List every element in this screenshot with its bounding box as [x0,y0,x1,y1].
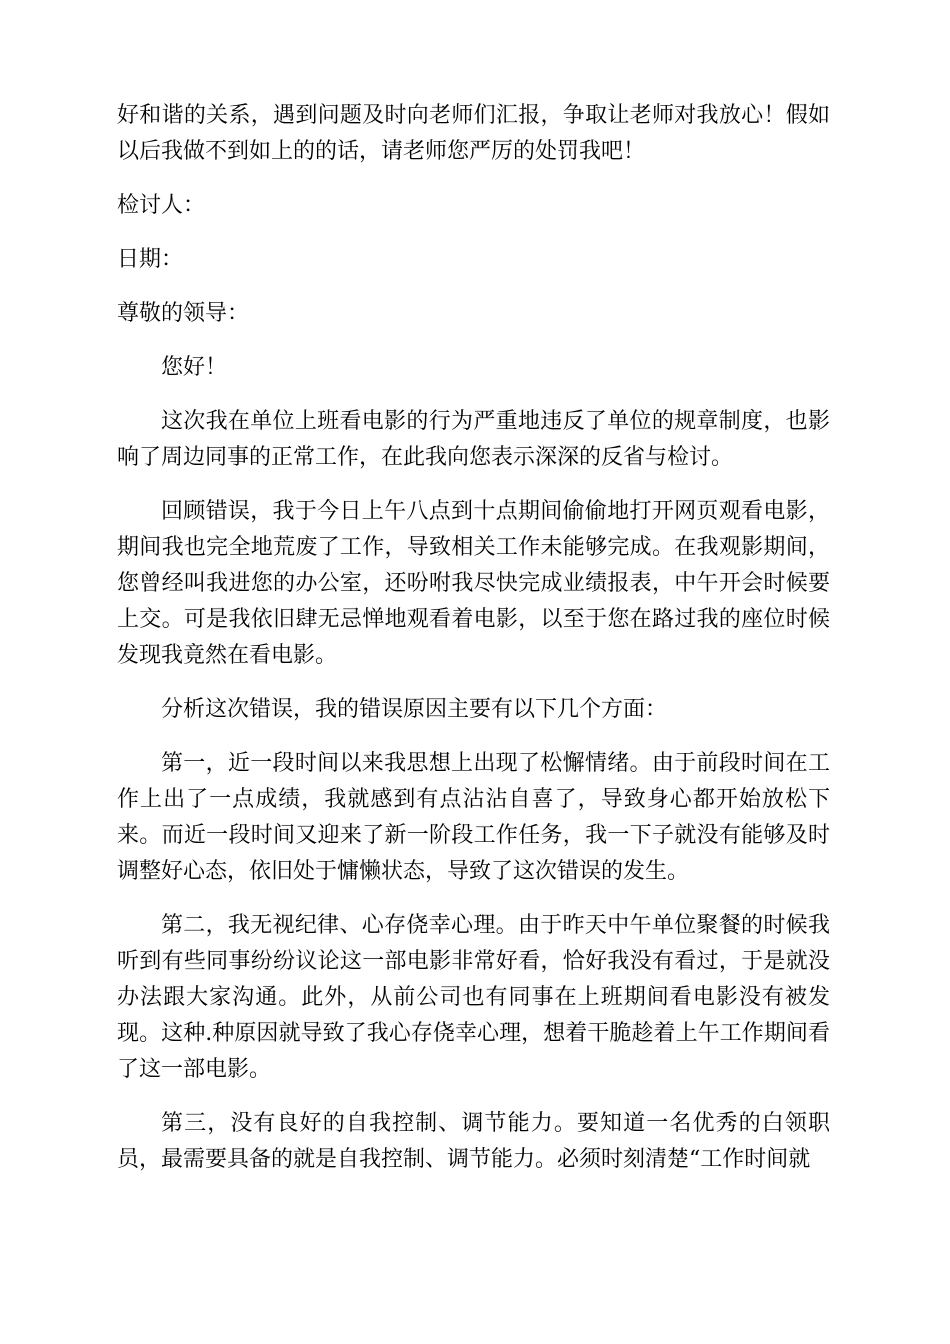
paragraph-closing-promise: 好和谐的关系，遇到问题及时向老师们汇报，争取让老师对我放心！假如以后我做不到如上的的话，请老师您严厉的处罚我吧！ [117,103,830,164]
paragraph-analysis-lead: 分析这次错误，我的错误原因主要有以下几个方面： [161,697,668,722]
paragraph-reason-one: 第一，近一段时间以来我思想上出现了松懈情绪。由于前段时间在工作上出了一点成绩，我就感到有点沾沾自喜了，导致身心都开始放松下来。而近一段时间又迎来了新一阶段工作任务，我一下子就没有能够及时调整好心态，依旧处于慵懒状态，导致了这次错误的发生。 [117,751,830,884]
paragraph-review: 回顾错误，我于今日上午八点到十点期间偷偷地打开网页观看电影，期间我也完全地荒废了工作，导致相关工作未能够完成。在我观影期间，您曾经叫我进您的办公室，还吩咐我尽快完成业绩报表，中午开会时候要上交。可是我依旧肆无忌惮地观看着电影，以至于您在路过我的座位时候发现我竟然在看电影。 [117,499,830,668]
greeting: 您好！ [161,355,228,380]
date-line: 日期： [117,247,184,272]
signature-line: 检讨人： [117,193,206,218]
salutation: 尊敬的领导： [117,301,250,326]
paragraph-intro: 这次我在单位上班看电影的行为严重地违反了单位的规章制度，也影响了周边同事的正常工作，在此我向您表示深深的反省与检讨。 [117,409,830,470]
paragraph-reason-three: 第三，没有良好的自我控制、调节能力。要知道一名优秀的白领职员，最需要具备的就是自我控制、调节能力。必须时刻清楚“工作时间就 [117,1111,830,1172]
paragraph-reason-two: 第二，我无视纪律、心存侥幸心理。由于昨天中午单位聚餐的时候我听到有些同事纷纷议论这一部电影非常好看，恰好我没有看过，于是就没办法跟大家沟通。此外，从前公司也有同事在上班期间看电影没有被发现。这种.种原因就导致了我心存侥幸心理，想着干脆趁着上午工作期间看了这一部电影。 [117,913,830,1082]
